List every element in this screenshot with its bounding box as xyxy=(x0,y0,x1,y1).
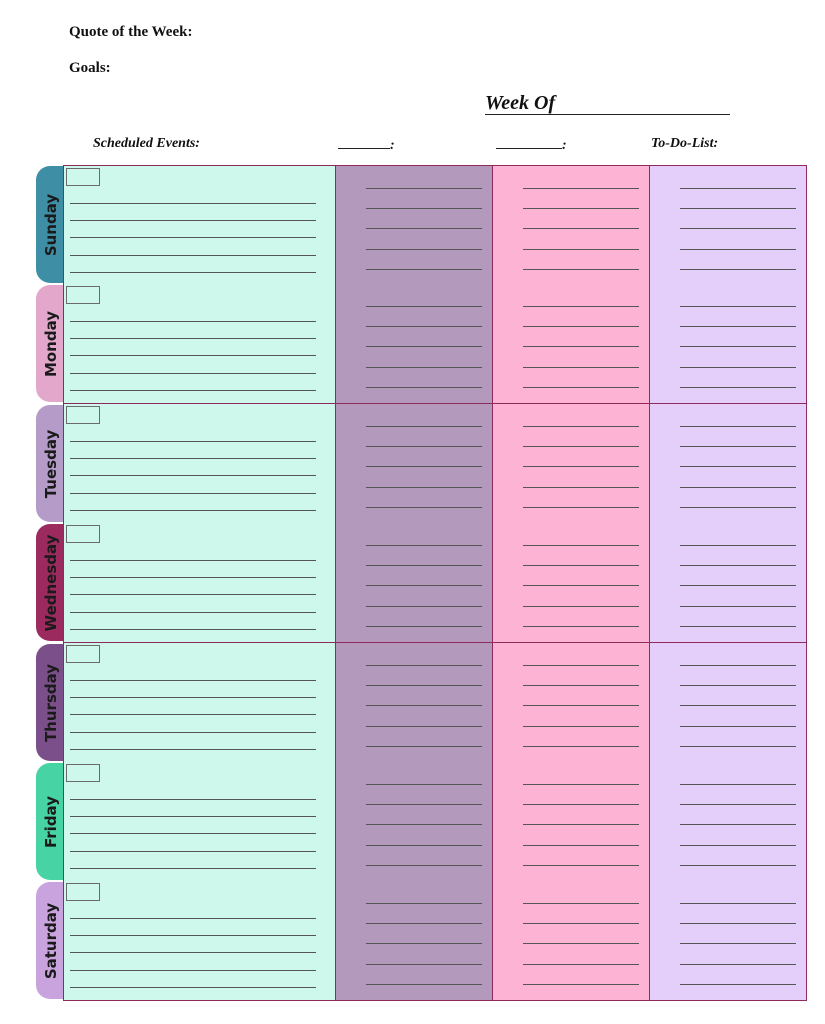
writing-line[interactable] xyxy=(70,321,316,322)
writing-line[interactable] xyxy=(366,545,482,546)
day-label: Friday xyxy=(42,795,60,848)
writing-line[interactable] xyxy=(70,868,316,869)
writing-line[interactable] xyxy=(680,507,796,508)
column-2-cell[interactable] xyxy=(335,523,492,642)
writing-line[interactable] xyxy=(70,475,316,476)
writing-line[interactable] xyxy=(70,799,316,800)
writing-line[interactable] xyxy=(70,493,316,494)
column-2-title-field[interactable] xyxy=(338,136,390,149)
writing-line[interactable] xyxy=(70,952,316,953)
writing-line[interactable] xyxy=(523,984,639,985)
writing-line[interactable] xyxy=(680,964,796,965)
writing-line[interactable] xyxy=(523,726,639,727)
column-3-cell[interactable] xyxy=(492,881,649,1000)
event-checkbox[interactable] xyxy=(66,286,100,304)
writing-line[interactable] xyxy=(680,188,796,189)
writing-line[interactable] xyxy=(523,824,639,825)
column-3-title-field[interactable] xyxy=(496,136,562,149)
writing-line[interactable] xyxy=(366,228,482,229)
column-2-cell[interactable] xyxy=(335,404,492,523)
writing-line[interactable] xyxy=(366,903,482,904)
writing-line[interactable] xyxy=(680,545,796,546)
writing-line[interactable] xyxy=(70,458,316,459)
writing-line[interactable] xyxy=(523,705,639,706)
column-3-header xyxy=(496,136,567,154)
writing-line[interactable] xyxy=(523,208,639,209)
writing-line[interactable] xyxy=(680,585,796,586)
quote-of-the-week-label: Quote of the Week: xyxy=(69,24,193,40)
writing-line[interactable] xyxy=(366,346,482,347)
writing-line[interactable] xyxy=(366,249,482,250)
writing-line[interactable] xyxy=(366,865,482,866)
scheduled-events-cell[interactable] xyxy=(63,166,335,285)
writing-line[interactable] xyxy=(680,565,796,566)
scheduled-events-cell[interactable] xyxy=(63,404,335,523)
writing-line[interactable] xyxy=(680,228,796,229)
column-2-cell[interactable] xyxy=(335,762,492,881)
week-of-field[interactable] xyxy=(485,114,730,115)
writing-line[interactable] xyxy=(523,188,639,189)
writing-line[interactable] xyxy=(523,487,639,488)
column-2-cell[interactable] xyxy=(335,643,492,762)
writing-line[interactable] xyxy=(680,804,796,805)
column-3-cell[interactable] xyxy=(492,284,649,403)
writing-line[interactable] xyxy=(523,269,639,270)
writing-line[interactable] xyxy=(680,665,796,666)
day-row-friday xyxy=(63,762,807,882)
writing-line[interactable] xyxy=(366,326,482,327)
column-3-cell[interactable] xyxy=(492,166,649,285)
column-2-cell[interactable] xyxy=(335,166,492,285)
writing-line[interactable] xyxy=(680,903,796,904)
writing-line[interactable] xyxy=(366,585,482,586)
scheduled-events-cell[interactable] xyxy=(63,762,335,881)
writing-line[interactable] xyxy=(680,487,796,488)
day-row-thursday xyxy=(63,643,807,763)
writing-line[interactable] xyxy=(523,804,639,805)
to-do-list-cell[interactable] xyxy=(649,166,807,285)
day-tab-monday[interactable] xyxy=(36,285,66,402)
day-row-saturday xyxy=(63,881,807,1001)
to-do-list-header: To-Do-List: xyxy=(651,136,719,151)
writing-line[interactable] xyxy=(366,726,482,727)
week-of-label: Week Of xyxy=(485,92,556,114)
writing-line[interactable] xyxy=(366,188,482,189)
writing-line[interactable] xyxy=(70,338,316,339)
writing-line[interactable] xyxy=(70,918,316,919)
goals-label: Goals: xyxy=(69,60,111,76)
writing-line[interactable] xyxy=(70,390,316,391)
weekly-grid xyxy=(63,165,807,1001)
day-label: Thursday xyxy=(42,663,60,742)
writing-line[interactable] xyxy=(523,626,639,627)
column-2-colon: : xyxy=(390,138,395,153)
writing-line[interactable] xyxy=(70,255,316,256)
writing-line[interactable] xyxy=(70,833,316,834)
writing-line[interactable] xyxy=(366,507,482,508)
writing-line[interactable] xyxy=(366,306,482,307)
writing-line[interactable] xyxy=(366,565,482,566)
writing-line[interactable] xyxy=(70,560,316,561)
day-label: Sunday xyxy=(42,193,60,256)
day-tab-tuesday[interactable] xyxy=(36,405,66,522)
column-2-header xyxy=(338,136,395,154)
writing-line[interactable] xyxy=(70,749,316,750)
day-label: Saturday xyxy=(42,902,60,979)
writing-line[interactable] xyxy=(366,784,482,785)
writing-line[interactable] xyxy=(366,943,482,944)
writing-line[interactable] xyxy=(523,845,639,846)
writing-line[interactable] xyxy=(523,964,639,965)
writing-line[interactable] xyxy=(680,865,796,866)
writing-line[interactable] xyxy=(680,466,796,467)
writing-line[interactable] xyxy=(523,665,639,666)
column-3-cell[interactable] xyxy=(492,404,649,523)
column-3-cell[interactable] xyxy=(492,643,649,762)
writing-line[interactable] xyxy=(70,220,316,221)
writing-line[interactable] xyxy=(523,367,639,368)
writing-line[interactable] xyxy=(680,306,796,307)
writing-line[interactable] xyxy=(680,943,796,944)
scheduled-events-cell[interactable] xyxy=(63,643,335,762)
writing-line[interactable] xyxy=(680,685,796,686)
writing-line[interactable] xyxy=(70,732,316,733)
day-label: Wednesday xyxy=(42,534,60,631)
day-row-wednesday xyxy=(63,523,807,643)
writing-line[interactable] xyxy=(70,935,316,936)
event-checkbox[interactable] xyxy=(66,168,100,186)
writing-line[interactable] xyxy=(680,705,796,706)
writing-line[interactable] xyxy=(70,680,316,681)
writing-line[interactable] xyxy=(366,367,482,368)
writing-line[interactable] xyxy=(680,326,796,327)
day-row-monday xyxy=(63,284,807,404)
column-2-cell[interactable] xyxy=(335,284,492,403)
writing-line[interactable] xyxy=(366,984,482,985)
day-row-sunday xyxy=(63,165,807,286)
writing-line[interactable] xyxy=(680,845,796,846)
writing-line[interactable] xyxy=(70,714,316,715)
day-tab-wednesday[interactable] xyxy=(36,524,66,641)
writing-line[interactable] xyxy=(366,626,482,627)
day-label: Monday xyxy=(42,310,60,377)
writing-line[interactable] xyxy=(523,606,639,607)
column-3-colon: : xyxy=(562,138,567,153)
writing-line[interactable] xyxy=(523,249,639,250)
writing-line[interactable] xyxy=(70,629,316,630)
writing-line[interactable] xyxy=(680,367,796,368)
writing-line[interactable] xyxy=(680,626,796,627)
writing-line[interactable] xyxy=(366,804,482,805)
writing-line[interactable] xyxy=(70,970,316,971)
writing-line[interactable] xyxy=(366,845,482,846)
writing-line[interactable] xyxy=(680,426,796,427)
writing-line[interactable] xyxy=(366,387,482,388)
scheduled-events-cell[interactable] xyxy=(63,523,335,642)
writing-line[interactable] xyxy=(366,665,482,666)
day-tab-thursday[interactable] xyxy=(36,644,66,761)
writing-line[interactable] xyxy=(523,903,639,904)
writing-line[interactable] xyxy=(523,426,639,427)
scheduled-events-cell[interactable] xyxy=(63,881,335,1000)
writing-line[interactable] xyxy=(366,746,482,747)
to-do-list-cell[interactable] xyxy=(649,643,807,762)
writing-line[interactable] xyxy=(523,346,639,347)
writing-line[interactable] xyxy=(70,577,316,578)
writing-line[interactable] xyxy=(523,943,639,944)
event-checkbox[interactable] xyxy=(66,525,100,543)
to-do-list-cell[interactable] xyxy=(649,284,807,403)
event-checkbox[interactable] xyxy=(66,764,100,782)
writing-line[interactable] xyxy=(70,441,316,442)
writing-line[interactable] xyxy=(366,705,482,706)
writing-line[interactable] xyxy=(523,545,639,546)
writing-line[interactable] xyxy=(523,923,639,924)
writing-line[interactable] xyxy=(366,208,482,209)
writing-line[interactable] xyxy=(70,373,316,374)
day-label: Tuesday xyxy=(42,429,60,498)
writing-line[interactable] xyxy=(523,507,639,508)
writing-line[interactable] xyxy=(680,387,796,388)
event-checkbox[interactable] xyxy=(66,883,100,901)
writing-line[interactable] xyxy=(366,923,482,924)
column-3-cell[interactable] xyxy=(492,762,649,881)
writing-line[interactable] xyxy=(680,346,796,347)
writing-line[interactable] xyxy=(523,865,639,866)
to-do-list-cell[interactable] xyxy=(649,881,807,1000)
writing-line[interactable] xyxy=(523,565,639,566)
day-tab-friday[interactable] xyxy=(36,763,66,880)
writing-line[interactable] xyxy=(70,203,316,204)
column-3-cell[interactable] xyxy=(492,523,649,642)
writing-line[interactable] xyxy=(523,446,639,447)
day-tab-saturday[interactable] xyxy=(36,882,66,999)
writing-line[interactable] xyxy=(523,326,639,327)
writing-line[interactable] xyxy=(523,685,639,686)
writing-line[interactable] xyxy=(680,249,796,250)
writing-line[interactable] xyxy=(366,466,482,467)
writing-line[interactable] xyxy=(366,964,482,965)
to-do-list-cell[interactable] xyxy=(649,404,807,523)
writing-line[interactable] xyxy=(70,851,316,852)
to-do-list-cell[interactable] xyxy=(649,523,807,642)
writing-line[interactable] xyxy=(70,594,316,595)
writing-line[interactable] xyxy=(70,816,316,817)
to-do-list-cell[interactable] xyxy=(649,762,807,881)
writing-line[interactable] xyxy=(680,269,796,270)
writing-line[interactable] xyxy=(366,606,482,607)
day-row-tuesday xyxy=(63,404,807,524)
writing-line[interactable] xyxy=(680,208,796,209)
writing-line[interactable] xyxy=(523,387,639,388)
writing-line[interactable] xyxy=(70,237,316,238)
writing-line[interactable] xyxy=(366,446,482,447)
writing-line[interactable] xyxy=(680,923,796,924)
writing-line[interactable] xyxy=(366,426,482,427)
writing-line[interactable] xyxy=(70,272,316,273)
writing-line[interactable] xyxy=(366,269,482,270)
writing-line[interactable] xyxy=(680,726,796,727)
writing-line[interactable] xyxy=(366,685,482,686)
writing-line[interactable] xyxy=(680,824,796,825)
writing-line[interactable] xyxy=(523,466,639,467)
column-2-cell[interactable] xyxy=(335,881,492,1000)
writing-line[interactable] xyxy=(523,784,639,785)
writing-line[interactable] xyxy=(70,987,316,988)
writing-line[interactable] xyxy=(366,824,482,825)
writing-line[interactable] xyxy=(680,606,796,607)
event-checkbox[interactable] xyxy=(66,645,100,663)
writing-line[interactable] xyxy=(680,746,796,747)
writing-line[interactable] xyxy=(70,355,316,356)
writing-line[interactable] xyxy=(70,510,316,511)
writing-line[interactable] xyxy=(523,228,639,229)
scheduled-events-cell[interactable] xyxy=(63,284,335,403)
writing-line[interactable] xyxy=(680,446,796,447)
scheduled-events-header: Scheduled Events: xyxy=(93,136,200,151)
writing-line[interactable] xyxy=(523,306,639,307)
writing-line[interactable] xyxy=(680,784,796,785)
day-tab-sunday[interactable] xyxy=(36,166,66,283)
writing-line[interactable] xyxy=(70,697,316,698)
writing-line[interactable] xyxy=(70,612,316,613)
event-checkbox[interactable] xyxy=(66,406,100,424)
writing-line[interactable] xyxy=(366,487,482,488)
writing-line[interactable] xyxy=(523,585,639,586)
writing-line[interactable] xyxy=(523,746,639,747)
writing-line[interactable] xyxy=(680,984,796,985)
